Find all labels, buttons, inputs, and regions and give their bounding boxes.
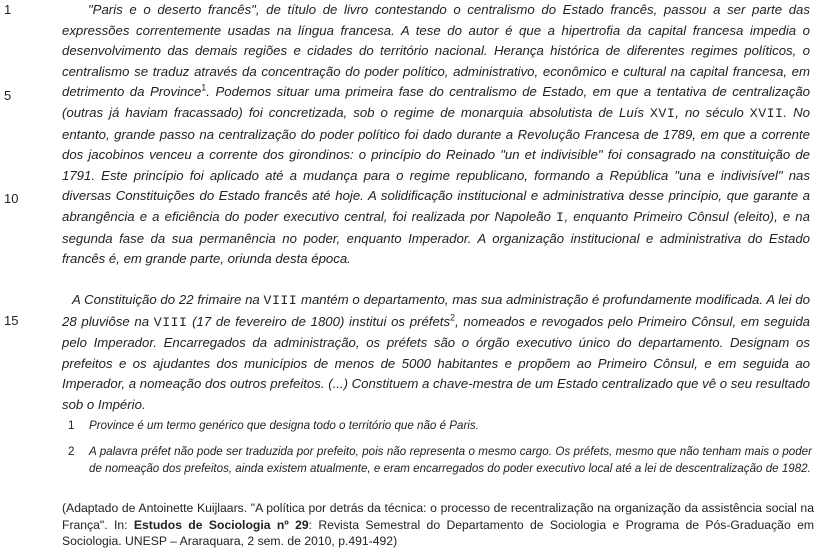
roman-numeral-i: I: [556, 209, 565, 225]
roman-numeral-viii-a: VIII: [263, 293, 298, 308]
footnote-2-text: A palavra préfet não pode ser traduzida por prefeito, pois não representa o mesmo cargo. Os préfets, mesmo que não tenham mais o poder de nomeação dos prefeitos, ainda existem atualmente, e eram encarregados do poder executivo local até a lei de descentralização de 1982.: [89, 445, 812, 475]
paragraph-1-text: [62, 0, 810, 270]
footnote-1-text: Province é um termo genérico que designa todo o território que não é Paris.: [89, 419, 479, 432]
paragraph-1-part-d: . No entanto, grande passo na centralização do poder político foi dado durante a Revolução Francesa de 1789, em que a corrente dos jacobinos venceu a corrente dos girondinos: o princípio do Reinado "un et indivisible" foi consagrado na constituição de 1791. Este princípio foi aplicado até a mudança para o regime republicano, formando a República "una e indivisível" nas diversas Constituições do Estado francês até hoje. A solidificação institucional e administrativa desse princípio, que garante a abrangência e a eficiência do poder executivo central, foi realizada por Napoleão: [62, 104, 811, 224]
paragraph-1-part-b: . Podemos situar uma primeira fase do centralismo de Estado, em que a tentativa de centralização (outras já haviam fracassado) foi concretizada, sob o regime de monarquia absolutista de Luís: [62, 84, 810, 120]
paragraph-2-part-d: , nomeados e revogados pelo Primeiro Cônsul, em seguida pelo Imperador. Encarregados da administração, os préfets são o órgão executivo único do departamento. Designam os prefeitos e os ajudantes dos municípios de menos de 5000 habitantes e propõem ao Primeiro Cônsul, e em seguida ao Imperador, a nomeação dos outros prefeitos. (...) Constituem a chave-mestra de um Estado centralizado que vê o seu resultado sob o Império.: [62, 313, 811, 412]
line-number-10: 10: [4, 191, 19, 206]
source-journal-title: Estudos de Sociologia nº 29: [133, 517, 309, 532]
paragraph-1-part-e: , enquanto Primeiro Cônsul (eleito), e na segunda fase da sua permanência no poder, enquanto Imperador. A organização institucional e administrativa do Estado francês é, em grande parte, oriunda desta época.: [62, 208, 810, 267]
roman-numeral-viii-b: VIII: [153, 314, 188, 330]
line-number-15: 15: [4, 313, 19, 328]
paragraph-1-part-c: , no século: [675, 104, 750, 120]
footnote-1: [68, 418, 812, 435]
source-part-b: : Revista Semestral do Departamento de Sociologia e Programa de Pós-Graduação em Sociologia. UNESP – Araraquara, 2 sem. de 2010, p.491-492): [62, 517, 815, 548]
paragraph-1: [62, 0, 810, 270]
line-number-5: 5: [4, 88, 12, 103]
footnote-2: [68, 444, 812, 477]
footnote-ref-2: 2: [450, 312, 456, 323]
paragraph-2-part-a: A Constituição do 22 frimaire na: [72, 292, 264, 307]
source-citation: [62, 500, 814, 550]
roman-numeral-xvii: XVII: [749, 105, 784, 121]
footnote-1-number: 1: [68, 419, 75, 432]
paragraph-1-part-a: "Paris e o deserto francês", de título de livro contestando o centralismo do Estado francês, passou a ser parte das expressões correntemente usadas na língua francesa. A tese do autor é que a hipertrofia da capital francesa impedia o desenvolvimento das demais regiões e cidades do território nacional. Herança histórica de diferentes regimes políticos, o centralismo se traduz através da concentração do poder político, administrativo, econômico e cultural na capital francesa, em detrimento da Province: [62, 2, 810, 100]
line-number-1: 1: [4, 2, 12, 17]
footnote-ref-1: 1: [201, 82, 207, 93]
paragraph-2-part-c: (17 de fevereiro de 1800) institui os préfets: [187, 313, 451, 329]
roman-numeral-xvi: XVI: [650, 105, 676, 121]
paragraph-2-quote: [62, 290, 810, 416]
source-part-a: (Adaptado de Antoinette Kuijlaars. "A política por detrás da técnica: o processo de recentralização na organização da assistência social na França". In:: [62, 501, 814, 532]
paragraph-2-part-b: mantém o departamento, mas sua administração é profundamente modificada. A lei do 28 pluviôse na: [62, 292, 810, 329]
footnote-2-number: 2: [68, 445, 75, 458]
paragraph-2-text: [62, 290, 810, 416]
